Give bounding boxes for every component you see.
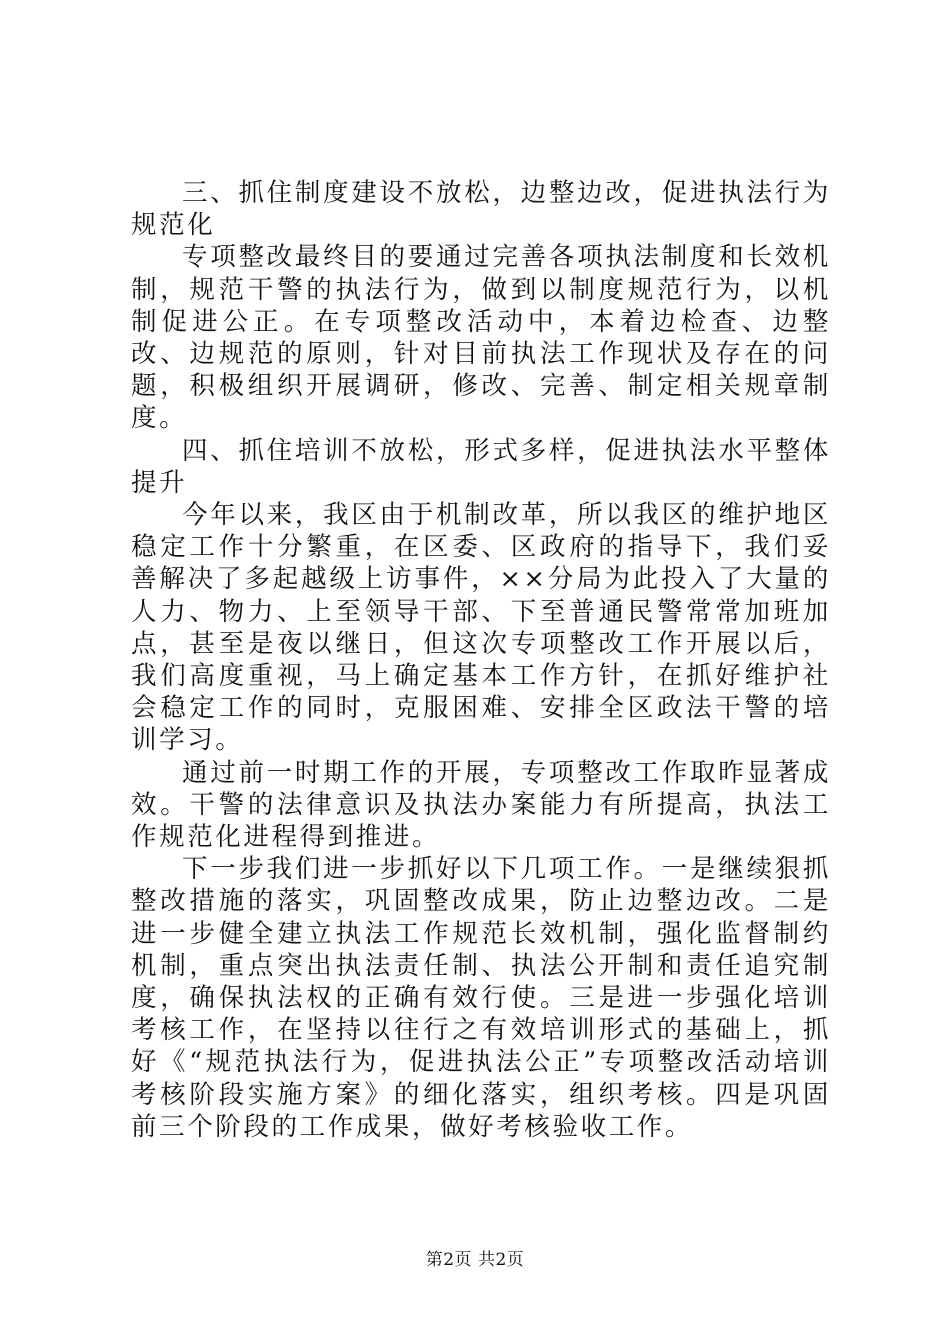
paragraph: 专项整改最终目的要通过完善各项执法制度和长效机制，规范干警的执法行为，做到以制度规范行为，以机制促进公正。在专项整改活动中，本着边检查、边整改、边规范的原则，针对目前执法工作现状及存在的问题，积极组织开展调研，修改、完善、制定相关规章制度。	[131, 242, 831, 434]
paragraph: 通过前一时期工作的开展，专项整改工作取昨显著成效。干警的法律意识及执法办案能力有所提高，执法工作规范化进程得到推进。	[131, 757, 831, 853]
paragraph: 下一步我们进一步抓好以下几项工作。一是继续狠抓整改措施的落实，巩固整改成果，防止边整边改。二是进一步健全建立执法工作规范长效机制，强化监督制约机制，重点突出执法责任制、执法公开制和责任追究制度，确保执法权的正确有效行使。三是进一步强化培训考核工作，在坚持以往行之有效培训形式的基础上，抓好《“规范执法行为，促进执法公正”专项整改活动培训考核阶段实施方案》的细化落实，组织考核。四是巩固前三个阶段的工作成果，做好考核验收工作。	[131, 854, 831, 1142]
section-heading-4: 四、抓住培训不放松，形式多样，促进执法水平整体提升	[131, 435, 831, 498]
document-body	[131, 177, 831, 1143]
page-footer	[0, 1245, 950, 1270]
section-heading-3: 三、抓住制度建设不放松，边整边改，促进执法行为规范化	[131, 178, 831, 241]
paragraph: 今年以来，我区由于机制改革，所以我区的维护地区稳定工作十分繁重，在区委、区政府的指导下，我们妥善解决了多起越级上访事件，××分局为此投入了大量的人力、物力、上至领导干部、下至普通民警常常加班加点，甚至是夜以继日，但这次专项整改工作开展以后，我们高度重视，马上确定基本工作方针，在抓好维护社会稳定工作的同时，克服困难、安排全区政法干警的培训学习。	[131, 500, 831, 756]
page-number-label: 第2页 共2页	[425, 1250, 525, 1270]
